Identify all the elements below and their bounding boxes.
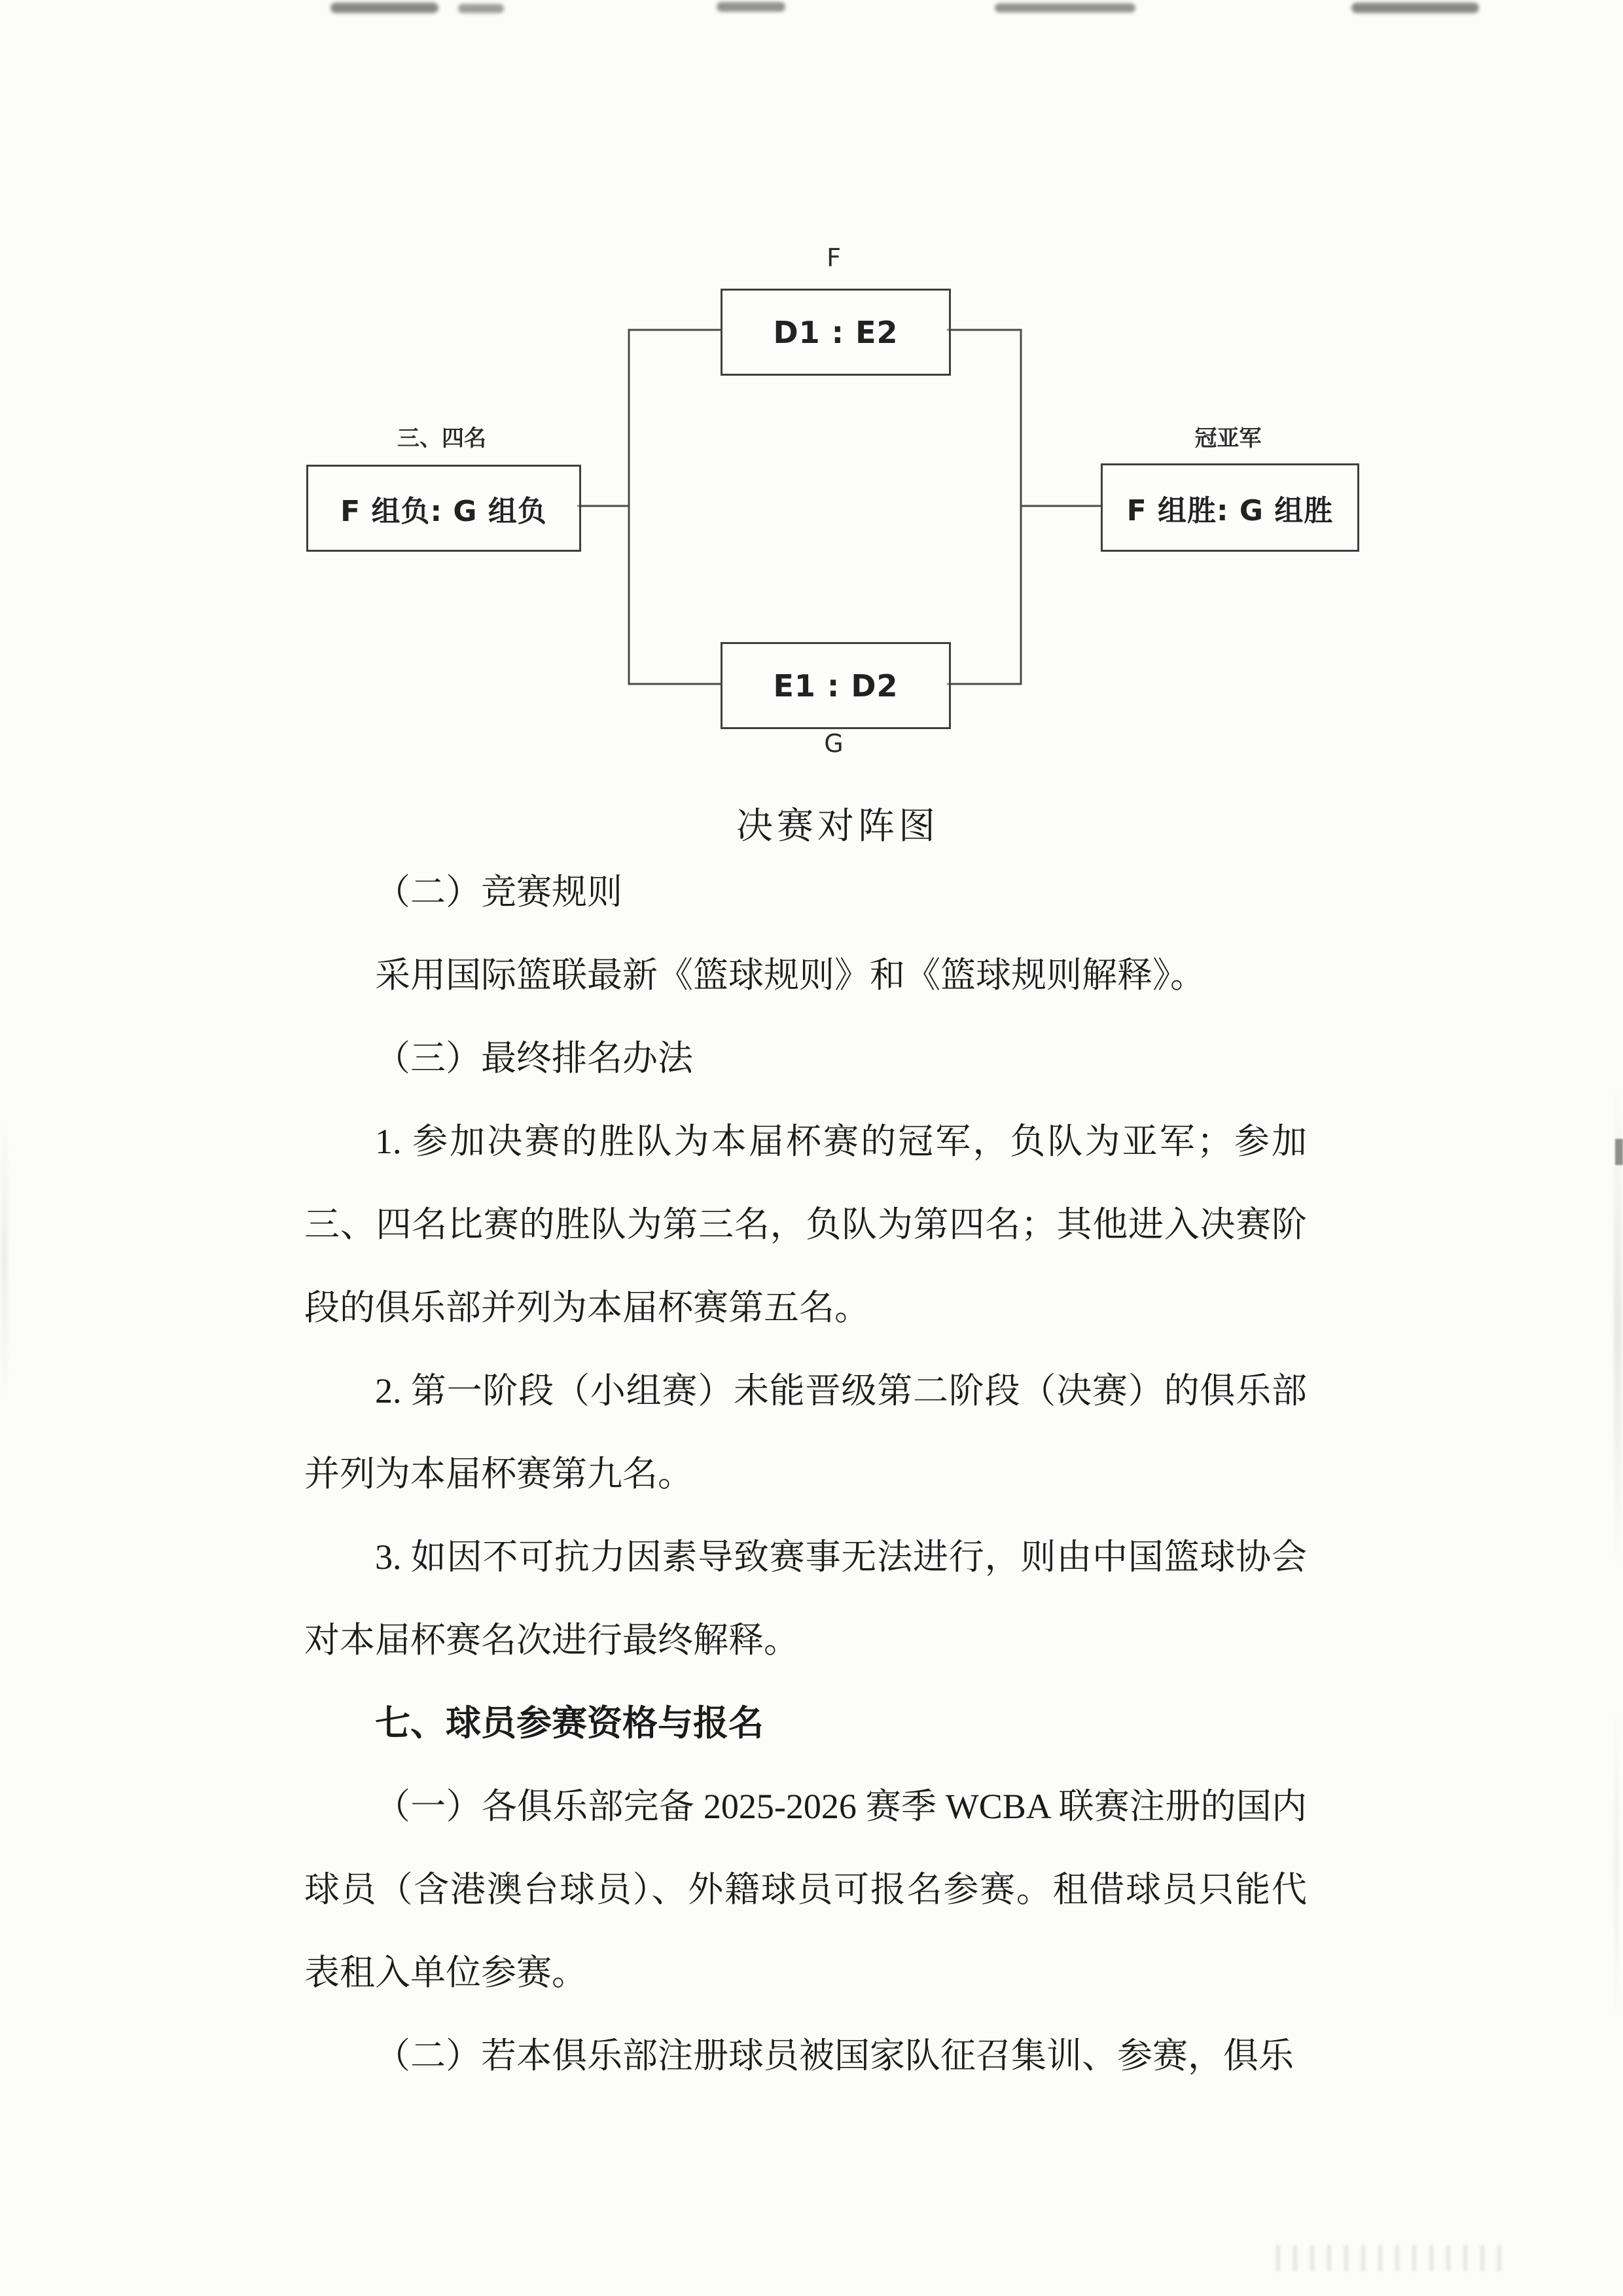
section-seven-heading: 七、球员参赛资格与报名 [375, 1704, 764, 1743]
scan-artifact [1614, 1702, 1619, 2029]
bracket-match-g-box: E1 : D2 [721, 642, 951, 729]
bracket-label-g: G [824, 729, 844, 758]
para-registration-1: （一）各俱乐部完备 2025-2026 赛季 WCBA 联赛注册的国内球员（含港澳台球员）、外籍球员可报名参赛。租借球员只能代表租入单位参赛。 [304, 1787, 1307, 1992]
bracket-final-box: F 组胜: G 组胜 [1101, 463, 1359, 552]
bracket-label-third-fourth: 三、四名 [397, 425, 486, 452]
para-ranking-item-1: 1. 参加决赛的胜队为本届杯赛的冠军，负队为亚军；参加三、四名比赛的胜队为第三名，负队为第四名；其他进入决赛阶段的俱乐部并列为本届杯赛第五名。 [304, 1122, 1307, 1327]
para-competition-rules-heading: （二）竞赛规则 [375, 872, 622, 912]
scan-artifact [1, 1113, 8, 1407]
bracket-third-place-box: F 组负: G 组负 [306, 465, 581, 552]
para-ranking-method-heading: （三）最终排名办法 [375, 1039, 693, 1078]
para-registration-2: （二）若本俱乐部注册球员被国家队征召集训、参赛，俱乐 [375, 2036, 1294, 2075]
finals-bracket-diagram [0, 0, 1623, 864]
scan-artifact [1615, 1139, 1623, 1165]
bracket-label-f: F [827, 243, 841, 272]
para-ranking-item-2: 2. 第一阶段（小组赛）未能晋级第二阶段（决赛）的俱乐部并列为本届杯赛第九名。 [304, 1371, 1307, 1494]
bracket-match-f-box: D1 : E2 [721, 289, 951, 376]
diagram-caption: 决赛对阵图 [736, 806, 939, 847]
bracket-label-champion: 冠亚军 [1194, 425, 1262, 452]
para-ranking-item-3: 3. 如因不可抗力因素导致赛事无法进行，则由中国篮球协会对本届杯赛名次进行最终解释。 [304, 1537, 1307, 1660]
para-competition-rules-body: 采用国际篮联最新《篮球规则》和《篮球规则解释》。 [375, 956, 1205, 995]
document-body [304, 851, 1307, 2098]
scan-artifact [1276, 2245, 1512, 2271]
